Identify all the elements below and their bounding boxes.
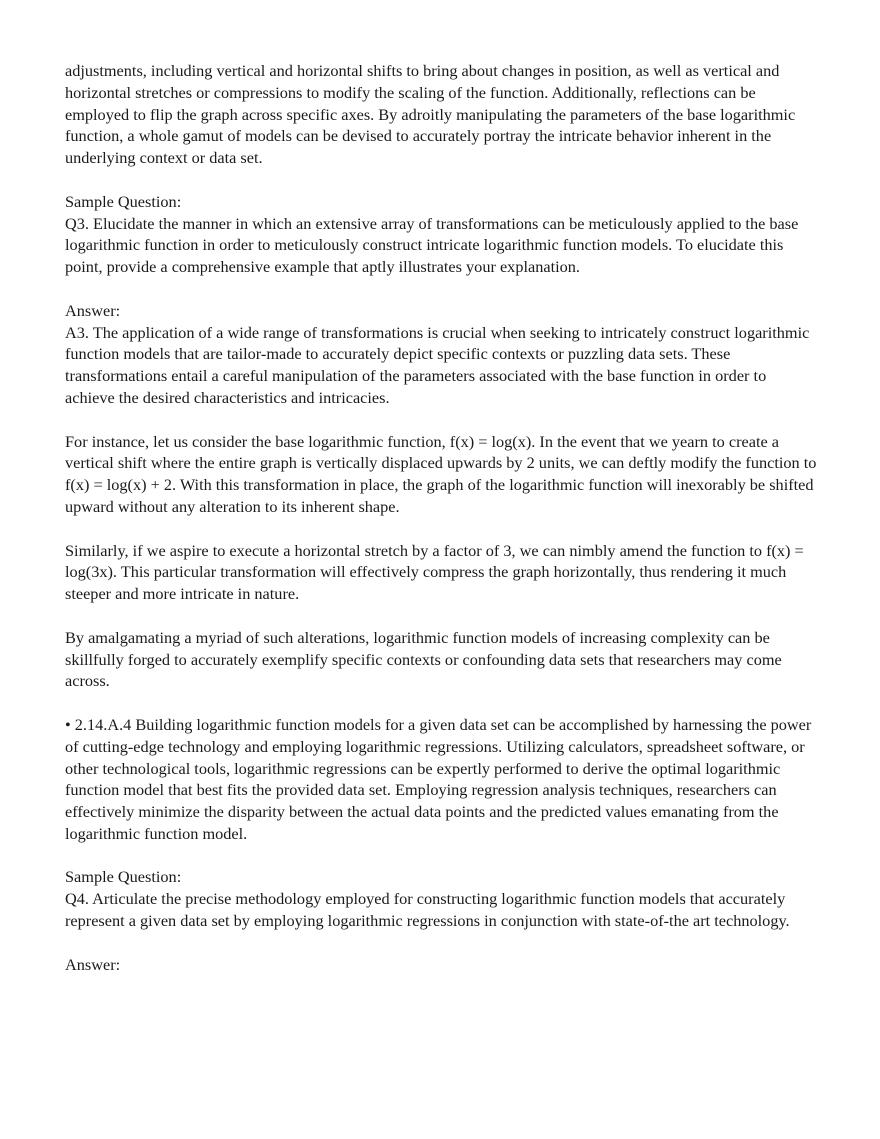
a3-text: A3. The application of a wide range of transformations is crucial when seeking to intricately construct logarithmic function models that are tailor-made to accurately depict specific contexts or puzzling data sets. These transformations entail a careful manipulation of the parameters associated with the base function in order to achieve the desired characteristics and intricacies. <box>65 322 810 407</box>
q3-block <box>65 191 817 278</box>
document-page <box>65 60 817 997</box>
q3-text: Q3. Elucidate the manner in which an extensive array of transformations can be meticulously applied to the base logarithmic function in order to meticulously construct intricate logarithmic function models. To elucidate this point, provide a comprehensive example that aptly illustrates your explanation. <box>65 213 799 277</box>
intro-paragraph-block <box>65 60 817 169</box>
standard-2-14-a-4-block <box>65 714 817 845</box>
horizontal-stretch-example: Similarly, if we aspire to execute a horizontal stretch by a factor of 3, we can nimbly amend the function to f(x) = log(3x). This particular transformation will effectively compress the graph horizontally, thus rendering it much steeper and more intricate in nature. <box>65 540 804 604</box>
summary-paragraph: By amalgamating a myriad of such alterations, logarithmic function models of increasing complexity can be skillfully forged to accurately exemplify specific contexts or confounding data sets that researchers may come across. <box>65 627 782 691</box>
summary-paragraph-block <box>65 627 817 692</box>
a3-label: Answer: <box>65 300 121 320</box>
horizontal-stretch-example-block <box>65 540 817 605</box>
intro-paragraph: adjustments, including vertical and horizontal shifts to bring about changes in position, as well as vertical and horizontal stretches or compressions to modify the scaling of the function. Additionally, reflections can be employed to flip the graph across specific axes. By adroitly manipulating the parameters of the base logarithmic function, a whole gamut of models can be devised to accurately portray the intricate behavior inherent in the underlying context or data set. <box>65 61 796 168</box>
vertical-shift-example: For instance, let us consider the base logarithmic function, f(x) = log(x). In the event that we yearn to create a vertical shift where the entire graph is vertically displaced upwards by 2 units, we can deftly modify the function to f(x) = log(x) + 2. With this transformation in place, the graph of the logarithmic function will inexorably be shifted upward without any alteration to its inherent shape. <box>65 431 817 516</box>
q4-block <box>65 866 817 931</box>
q4-text: Q4. Articulate the precise methodology employed for constructing logarithmic function models that accurately represent a given data set by employing logarithmic regressions in conjunction with state-of-the art technology. <box>65 889 790 931</box>
a4-label: Answer: <box>65 954 121 974</box>
a4-block <box>65 954 817 976</box>
q4-label: Sample Question: <box>65 867 182 887</box>
q3-label: Sample Question: <box>65 191 182 211</box>
a3-block <box>65 300 817 409</box>
vertical-shift-example-block <box>65 431 817 518</box>
standard-2-14-a-4-bullet: • 2.14.A.4 Building logarithmic function models for a given data set can be accomplished by harnessing the power of cutting-edge technology and employing logarithmic regressions. Utilizing calculators, spreadsheet software, or other technological tools, logarithmic regressions can be expertly performed to derive the optimal logarithmic function model that best fits the provided data set. Employing regression analysis techniques, researchers can effectively minimize the disparity between the actual data points and the predicted values emanating from the logarithmic function model. <box>65 714 812 843</box>
